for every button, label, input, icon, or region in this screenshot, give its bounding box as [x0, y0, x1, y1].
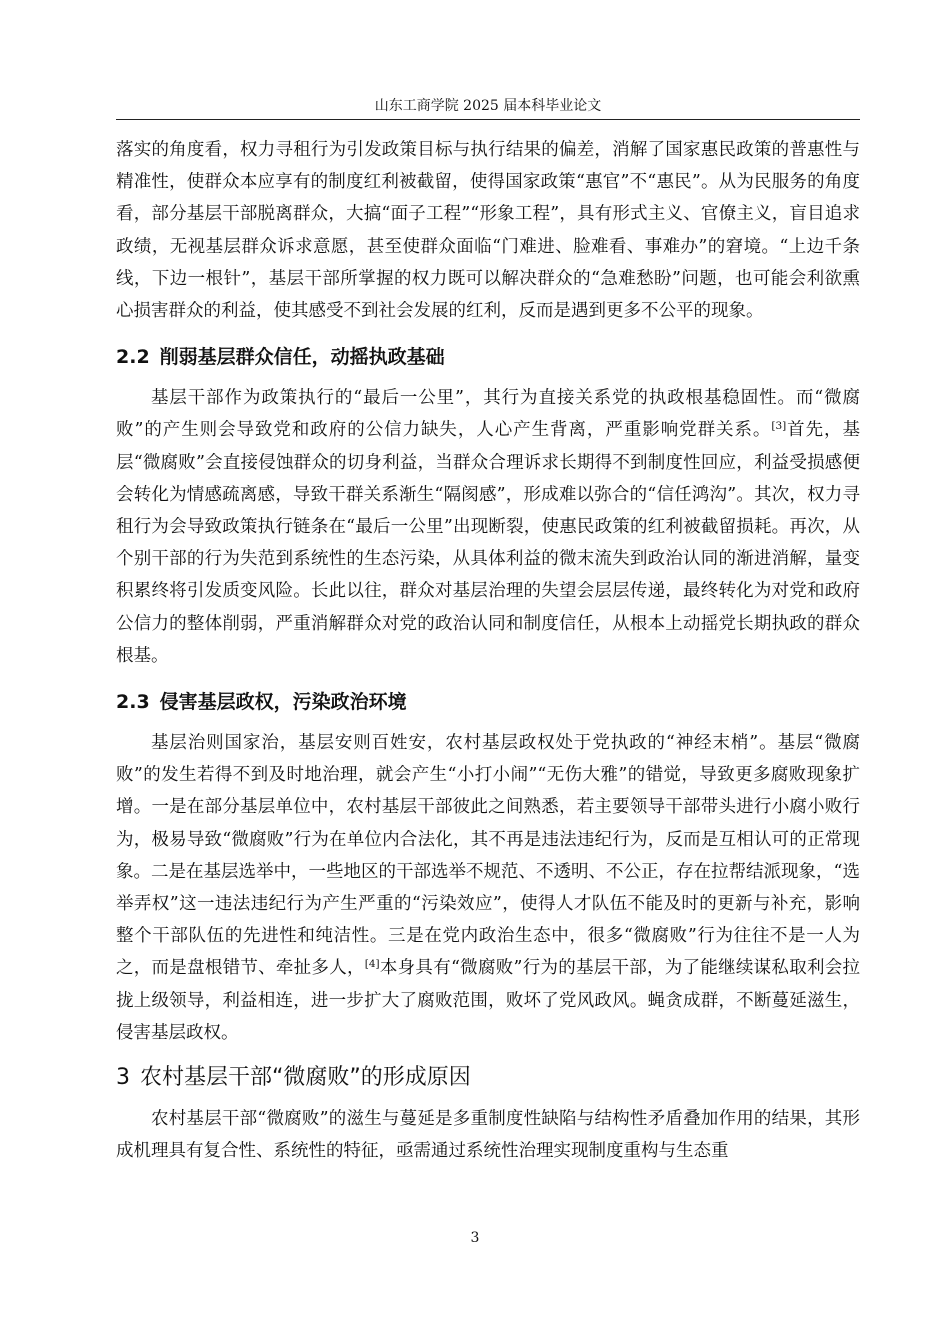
section-number: 2.3 — [116, 691, 150, 714]
citation-reference[interactable]: [3] — [771, 420, 787, 433]
chapter-heading-3 — [116, 1063, 860, 1093]
paragraph-text: 基层干部作为政策执行的“最后一公里”，其行为直接关系党的执政根基稳固性。而“微腐败”的产生则会导致党和政府的公信力缺失，人心产生背离，严重影响党群关系。 — [116, 388, 860, 441]
paragraph-continued: 落实的角度看，权力寻租行为引发政策目标与执行结果的偏差，消解了国家惠民政策的普惠性与精准性，使群众本应享有的制度红利被截留，使得国家政策“惠官”不“惠民”。从为民服务的角度看，部分基层干部脱离群众，大搞“面子工程”“形象工程”，具有形式主义、官僚主义，盲目追求政绩，无视基层群众诉求意愿，甚至使群众面临“门难进、脸难看、事难办”的窘境。“上边千条线，下边一根针”，基层干部所掌握的权力既可以解决群众的“急难愁盼”问题，也可能会利欲熏心损害群众的利益，使其感受不到社会发展的红利，反而是遇到更多不公平的现象。 — [116, 140, 860, 322]
section-heading-2-3 — [116, 689, 860, 715]
document-body — [116, 134, 860, 1167]
paragraph-text: 首先，基层“微腐败”会直接侵蚀群众的切身利益，当群众合理诉求长期得不到制度性回应，利益受损感便会转化为情感疏离感，导致干群关系渐生“隔阂感”，形成难以弥合的“信任鸿沟”。其次，权力寻租行为会导致政策执行链条在“最后一公里”出现断裂，使惠民政策的红利被截留损耗。再次，从个别干部的行为失范到系统性的生态污染，从具体利益的微末流失到政治认同的渐进消解，量变积累终将引发质变风险。长此以往，群众对基层治理的失望会层层传递，最终转化为对党和政府公信力的整体削弱，严重消解群众对党的政治认同和制度信任，从根本上动摇党长期执政的群众根基。 — [116, 420, 861, 666]
chapter-title: 农村基层干部“微腐败”的形成原因 — [140, 1065, 471, 1091]
section-heading-2-2 — [116, 344, 860, 370]
chapter-number: 3 — [116, 1065, 130, 1091]
paragraph-text: 基层治则国家治，基层安则百姓安，农村基层政权处于党执政的“神经末梢”。基层“微腐败”的发生若得不到及时地治理，就会产生“小打小闹”“无伤大雅”的错觉，导致更多腐败现象扩增。一是在部分基层单位中，农村基层干部彼此之间熟悉，若主要领导干部带头进行小腐小败行为，极易导致“微腐败”行为在单位内合法化，其不再是违法违纪行为，反而是互相认可的正常现象。二是在基层选举中，一些地区的干部选举不规范、不透明、不公正，存在拉帮结派现象，“选举弄权”这一违法违纪行为产生严重的“污染效应”，使得人才队伍不能及时的更新与补充，影响整个干部队伍的先进性和纯洁性。三是在党内政治生态中，很多“微腐败”行为往往不是一人为之，而是盘根错节、牵扯多人， — [116, 733, 860, 979]
paragraph-2-2 — [116, 382, 860, 672]
paragraph-3: 农村基层干部“微腐败”的滋生与蔓延是多重制度性缺陷与结构性矛盾叠加作用的结果，其形成机理具有复合性、系统性的特征，亟需通过系统性治理实现制度重构与生态重 — [116, 1109, 860, 1162]
paragraph-text: 本身具有“微腐败”行为的基层干部，为了能继续谋私取利会拉拢上级领导，利益相连，进一步扩大了腐败范围，败坏了党风政风。蝇贪成群，不断蔓延滋生，侵害基层政权。 — [116, 958, 860, 1043]
citation-reference[interactable]: [4] — [364, 958, 380, 971]
page-number: 3 — [470, 1230, 480, 1246]
section-number: 2.2 — [116, 346, 150, 369]
section-title: 削弱基层群众信任，动摇执政基础 — [159, 346, 445, 369]
paragraph-2-3 — [116, 727, 860, 1049]
page-header — [116, 96, 860, 120]
page-footer — [0, 1230, 950, 1246]
section-title: 侵害基层政权，污染政治环境 — [159, 691, 407, 714]
header-title: 山东工商学院 2025 届本科毕业论文 — [374, 98, 602, 114]
